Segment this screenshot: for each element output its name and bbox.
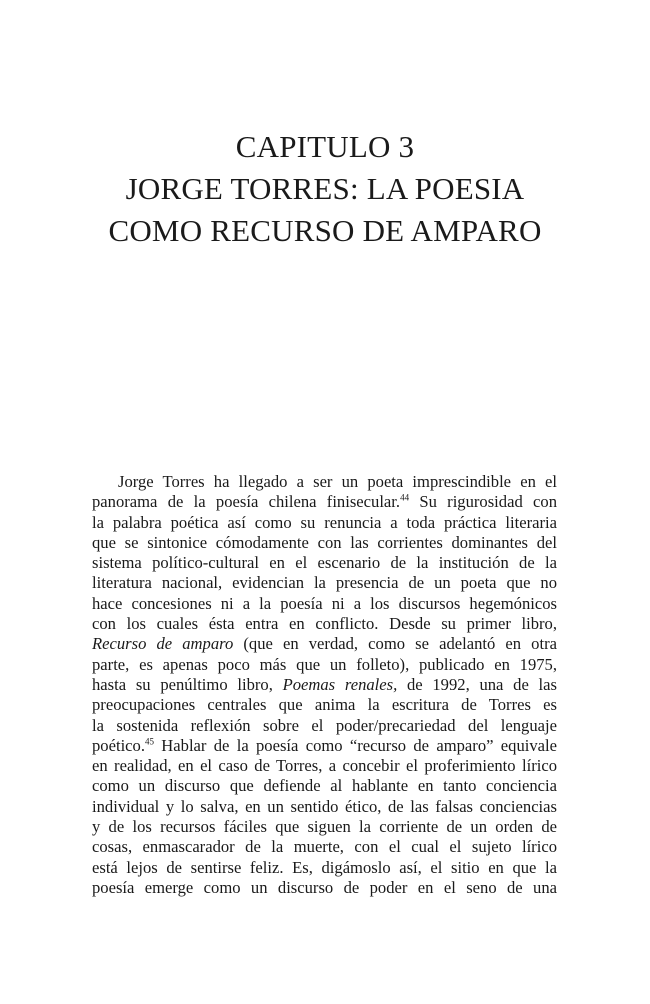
text-run: Su rigurosidad con xyxy=(409,492,557,512)
text-line xyxy=(92,675,557,695)
text-line: con los cuales ésta entra en conflicto. Desde su primer libro, xyxy=(92,614,557,634)
text-line: poesía emerge como un discurso de poder en el seno de una xyxy=(92,877,557,897)
text-line: sistema político-cultural en el escenario de la institución de la xyxy=(92,553,557,573)
text-line: que se sintonice cómodamente con las corrientes dominantes del xyxy=(92,532,557,552)
text-line: hace concesiones ni a la poesía ni a los discursos hegemónicos xyxy=(92,593,557,613)
text-line: Jorge Torres ha llegado a ser un poeta imprescindible en el xyxy=(118,472,557,491)
text-line: parte, es apenas poco más que un folleto), publicado en 1975, xyxy=(92,654,557,674)
text-line xyxy=(92,492,557,512)
chapter-number: CAPITULO 3 xyxy=(235,129,415,164)
text-line: en realidad, en el caso de Torres, a concebir el proferimiento lírico xyxy=(92,756,557,776)
text-line: la palabra poética así como su renuncia a toda práctica literaria xyxy=(92,512,557,532)
text-line: la sostenida reflexión sobre el poder/precariedad del lenguaje xyxy=(92,715,557,735)
text-run: panorama de la poesía chilena finisecular. xyxy=(92,492,401,512)
text-line: preocupaciones centrales que anima la escritura de Torres es xyxy=(92,695,557,715)
text-line: y de los recursos fáciles que siguen la corriente de un orden de xyxy=(92,817,557,837)
text-line: cosas, enmascarador de la muerte, con el cual el sujeto lírico xyxy=(92,837,557,857)
text-line: literatura nacional, evidencian la presencia de un poeta que no xyxy=(92,573,557,593)
book-title-italic: Poemas renales, xyxy=(282,674,398,694)
book-title-italic: Recurso de amparo xyxy=(92,634,234,654)
text-run: Hablar de la poesía como “recurso de amparo” equivale xyxy=(154,735,557,755)
chapter-title-line-1: JORGE TORRES: LA POESIA xyxy=(125,171,525,206)
chapter-title-line-2: COMO RECURSO DE AMPARO xyxy=(108,213,542,248)
text-run: de 1992, una de las xyxy=(397,674,557,694)
footnote-ref-45: 45 xyxy=(145,736,154,747)
text-line xyxy=(92,736,557,756)
text-line: está lejos de sentirse feliz. Es, digámoslo así, el sitio en que la xyxy=(92,857,557,877)
text-line: individual y lo salva, en un sentido ético, de las falsas conciencias xyxy=(92,796,557,816)
text-run: (que en verdad, como se adelantó en otra xyxy=(233,634,557,654)
text-line xyxy=(92,634,557,654)
text-run: hasta su penúltimo libro, xyxy=(92,674,283,694)
text-run: poético. xyxy=(92,735,145,755)
footnote-ref-44: 44 xyxy=(400,492,410,503)
text-line: como un discurso que defiende al hablante en tanto conciencia xyxy=(92,776,557,796)
chapter-heading xyxy=(0,126,650,252)
body-paragraph xyxy=(92,472,557,898)
